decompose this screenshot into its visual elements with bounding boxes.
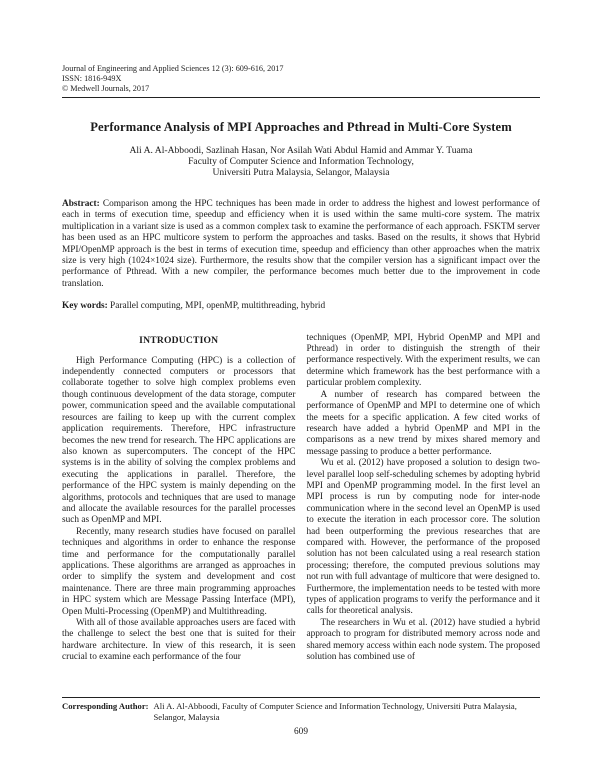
intro-paragraph: The researchers in Wu et al. (2012) have studied a hybrid approach to program for distributed memory across node and shared memory access within each node system. The proposed solution has combined use of bbox=[306, 617, 540, 663]
two-column-body bbox=[62, 333, 540, 691]
paper-title: Performance Analysis of MPI Approaches and Pthread in Multi-Core System bbox=[90, 120, 512, 134]
abstract-label: Abstract: bbox=[62, 199, 100, 209]
keywords bbox=[62, 301, 540, 312]
introduction-heading: INTRODUCTION bbox=[139, 334, 219, 346]
corresponding-author-text: Ali A. Al-Abboodi, Faculty of Computer Science and Information Technology, Universiti Putra Malaysia, Selangor, Malaysia bbox=[153, 701, 517, 722]
keywords-label: Key words: bbox=[62, 301, 108, 312]
intro-paragraph-continuation: techniques (OpenMP, MPI, Hybrid OpenMP and MPI and Pthread) in order to distinguish the strength of their performance respectively. With the experiment results, we can determine which framework has the best performance with a particular problem complexity. bbox=[306, 332, 540, 389]
page-footer bbox=[62, 697, 540, 737]
affiliation-line-2: Universiti Putra Malaysia, Selangor, Malaysia bbox=[212, 167, 390, 178]
corresponding-author-label: Corresponding Author: bbox=[62, 701, 149, 711]
footer-divider bbox=[62, 697, 540, 698]
page-number: 609 bbox=[294, 727, 308, 737]
authors-line: Ali A. Al-Abboodi, Sazlinah Hasan, Nor Asilah Wati Abdul Hamid and Ammar Y. Tuama bbox=[129, 145, 473, 156]
intro-paragraph: Wu et al. (2012) have proposed a solution to design two-level parallel loop self-scheduling schemes by adopting hybrid MPI and OpenMP programming model. In the first level an MPI process is run by computing node for inter-node communication where in the second level an OpenMP is used to execute the iteration in each processor core. The solution had been outperforming the previous researches that are compared with. However, the performance of the proposed solution has not been calculated using a real research station processing; therefore, the computed previous solutions may not run with full advantage of multicore that were designed to. Furthermore, the implementation needs to be tested with more types of application programs to verify the performance and it calls for theoretical analysis. bbox=[306, 458, 540, 617]
journal-copyright: © Medwell Journals, 2017 bbox=[62, 84, 150, 93]
intro-paragraph: Recently, many research studies have focused on parallel techniques and algorithms in order to enhance the response time and performance for the computationally parallel applications. These algorithms are arranged as approaches in order to simplify the system and development and cost maintenance. There are three main programming approaches in HPC system which are Message Passing Interface (MPI), Open Multi-Processing (OpenMP) and Multithreading. bbox=[62, 526, 296, 617]
journal-citation: Journal of Engineering and Applied Sciences 12 (3): 609-616, 2017 bbox=[62, 64, 284, 73]
intro-paragraph: A number of research has compared between the performance of OpenMP and MPI to determine one of which the meets for a specific application. A few cited works of research have added a hybrid OpenMP and MPI in the comparisons as a new trend by mixes shared memory and message passing to produce a better performance. bbox=[306, 389, 540, 457]
abstract bbox=[62, 199, 540, 290]
right-column bbox=[307, 333, 541, 691]
left-column bbox=[62, 333, 296, 691]
header-divider bbox=[62, 97, 540, 98]
journal-header bbox=[62, 64, 540, 94]
intro-paragraph: With all of those available approaches users are faced with the challenge to select the best one that is suited for their hardware architecture. In view of this research, it is seen crucial to examine each performance of the four bbox=[62, 618, 296, 663]
affiliation-line-1: Faculty of Computer Science and Information Technology, bbox=[188, 156, 414, 167]
intro-paragraph: High Performance Computing (HPC) is a collection of independently connected computers or processors that collaborate together to solve high complex problems even though continuous development of the data storage, computer power, communication speed and the available computational resources are failing to keep up with the current complex application requirements. Therefore, HPC infrastructure becomes the new trend for research. The HPC applications are also known as supercomputers. The concept of the HPC systems is in the ability of solving the complex problems and executing the applications in parallel. Therefore, the performance of the HPC system is mainly depending on the algorithms, protocols and techniques that are used to manage and allocate the available resources for the parallel processes such as OpenMP and MPI. bbox=[62, 355, 296, 526]
abstract-text: Comparison among the HPC techniques has been made in order to address the highest and lowest performance of each in terms of execution time, speedup and efficiency when it is used within the same multi-core system. The matrix multiplication in a variant size is used as a common complex task to examine the performance of each approach. FSKTM server has been used as an HPC multicore system to perform the approaches and tasks. Based on the results, it shows that Hybrid MPI/OpenMP approach is the best in terms of execution time, speedup and efficiency than other approaches when the matrix size is very high (1024×1024 size). Furthermore, the results show that the compiler version has a significant impact over the performance of Pthread. With a new compiler, the performance becomes much better due to the improvement in code translation. bbox=[62, 199, 541, 289]
journal-issn: ISSN: 1816-949X bbox=[62, 74, 122, 83]
keywords-text: Parallel computing, MPI, openMP, multithreading, hybrid bbox=[110, 301, 326, 312]
corresponding-author bbox=[62, 701, 540, 722]
